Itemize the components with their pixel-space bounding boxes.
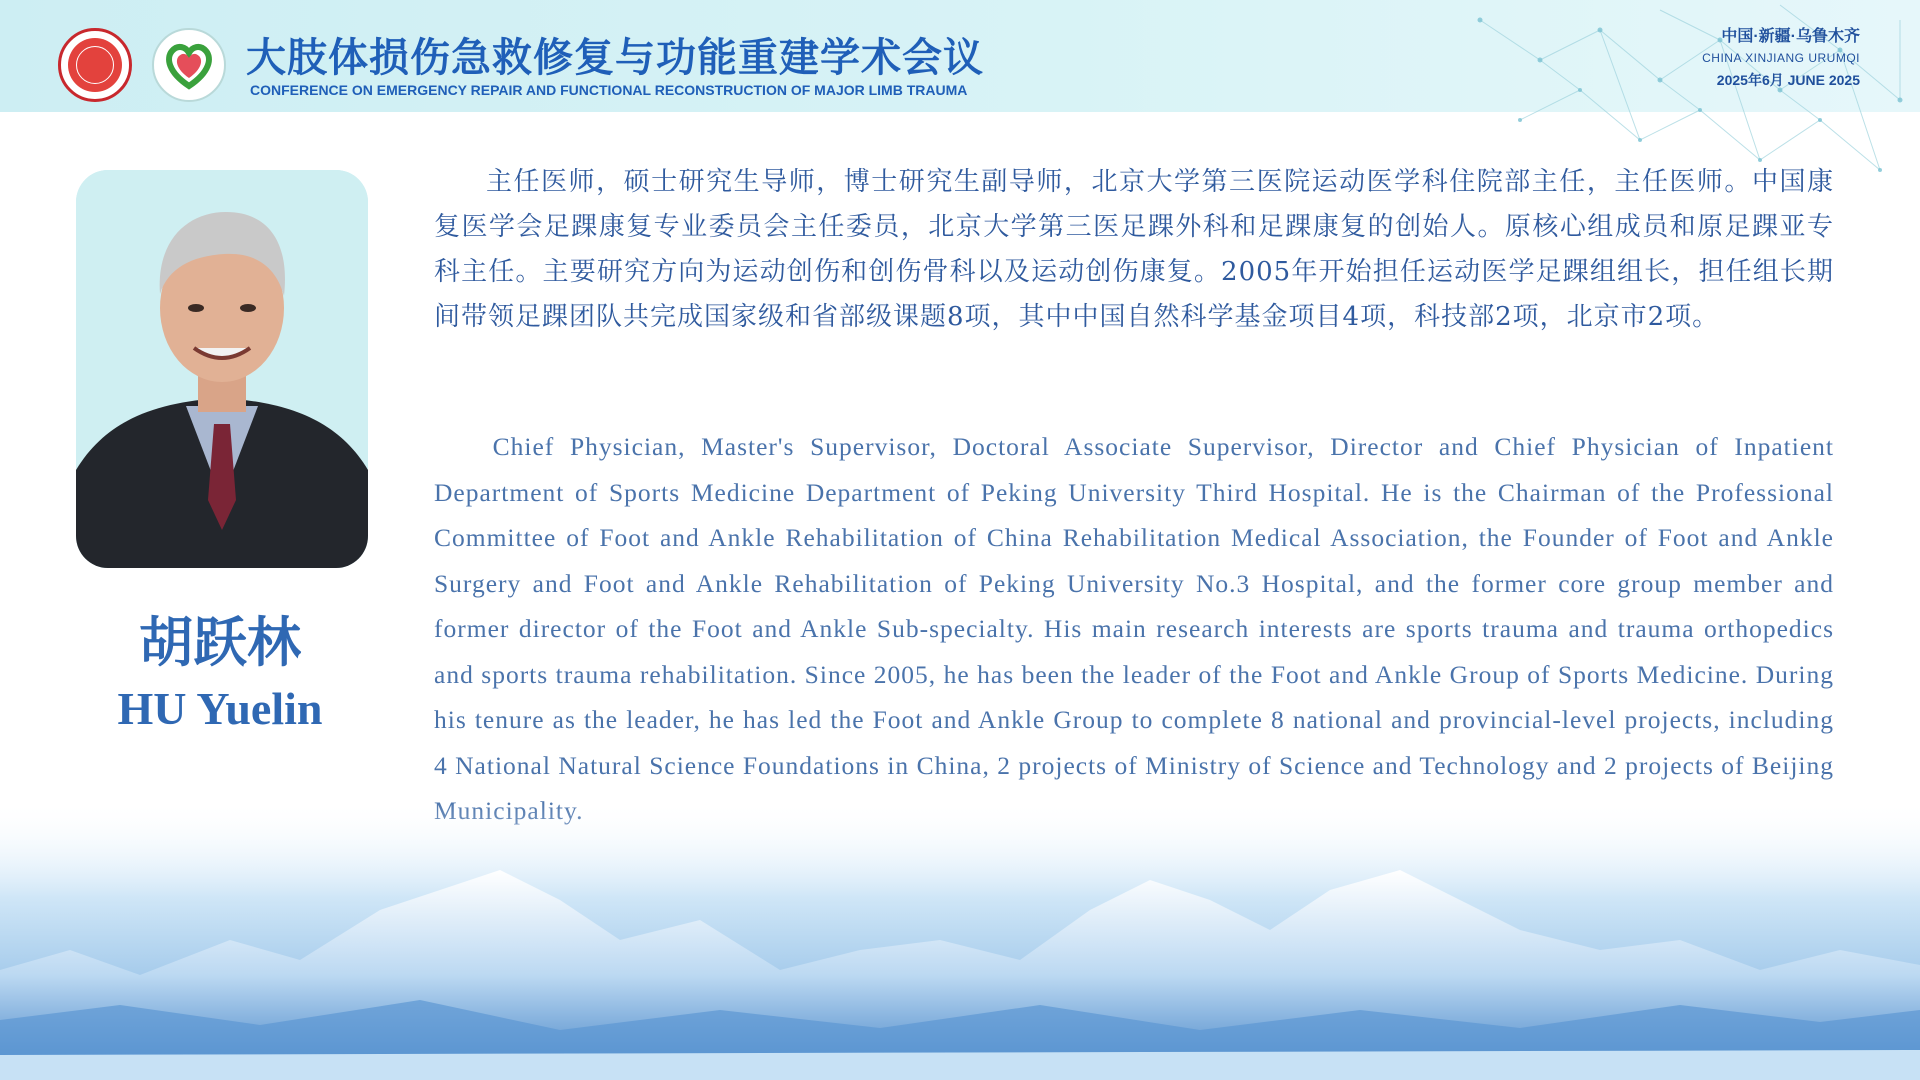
location-date-block	[1600, 26, 1860, 92]
speaker-name-cn: 胡跃林	[139, 610, 301, 674]
conference-title-cn: 大肢体损伤急救修复与功能重建学术会议	[246, 35, 984, 81]
speaker-photo	[76, 170, 368, 568]
university-seal-logo	[58, 28, 132, 102]
speaker-name-en: HU Yuelin	[117, 683, 323, 734]
snow-mountain-decoration	[0, 800, 1920, 1080]
association-heart-logo	[152, 28, 226, 102]
conference-title-en: CONFERENCE ON EMERGENCY REPAIR AND FUNCTIONAL RECONSTRUCTION OF MAJOR LIMB TRAUMA	[250, 82, 968, 98]
speaker-bio-cn: 主任医师，硕士研究生导师，博士研究生副导师，北京大学第三医院运动医学科住院部主任，主任医师。中国康复医学会足踝康复专业委员会主任委员，北京大学第三医足踝外科和足踝康复的创始人。原核心组成员和原足踝亚专科主任。主要研究方向为运动创伤和创伤骨科以及运动创伤康复。2005年开始担任运动医学足踝组组长，担任组长期间带领足踝团队共完成国家级和省部级课题8项，其中中国自然科学基金项目4项，科技部2项，北京市2项。	[434, 167, 1834, 332]
location-cn: 中国·新疆·乌鲁木齐	[1721, 28, 1860, 45]
speaker-bio-en: Chief Physician, Master's Supervisor, Doctoral Associate Supervisor, Director and Chief Physician of Inpatient Department of Sports Medicine Department of Peking University Third Hospital. He is the Chairman of the Professional Committee of Foot and Ankle Rehabilitation of China Rehabilitation Medical Association, the Founder of Foot and Ankle Surgery and Foot and Ankle Rehabilitation of Peking University No.3 Hospital, and the former core group member and former director of the Foot and Ankle Sub-specialty. His main research interests are sports trauma and trauma orthopedics and sports trauma rehabilitation. Since 2005, he has been the leader of the Foot and Ankle Group of Sports Medicine. During his tenure as the leader, he has led the Foot and Ankle Group to complete 8 national and provincial-level projects, including 4 National Natural Science Foundations in China, 2 projects of Ministry of Science and Technology and 2 projects of Beijing	[434, 432, 1834, 780]
conference-date: 2025年6月 JUNE 2025	[1716, 72, 1860, 88]
location-en: CHINA XINJIANG URUMQI	[1702, 51, 1860, 65]
